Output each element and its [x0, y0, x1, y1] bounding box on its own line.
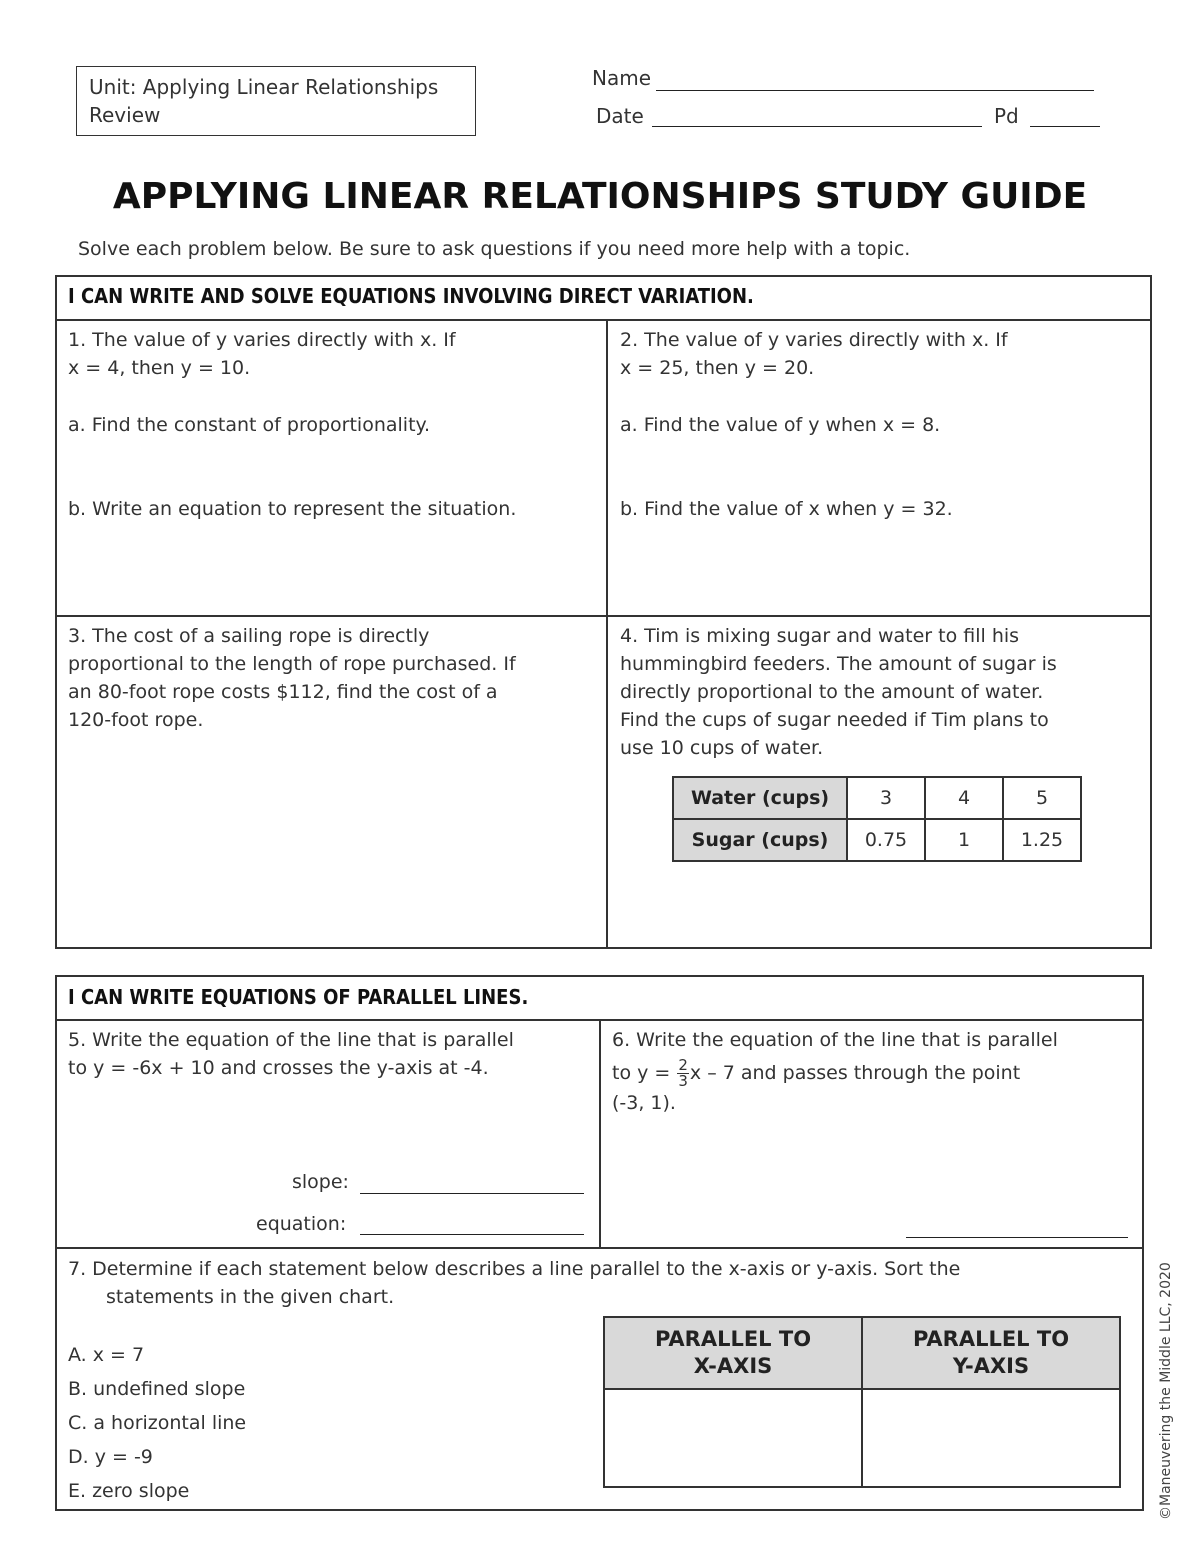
answer-line[interactable] [906, 1237, 1128, 1238]
water-sugar-table [672, 776, 1082, 862]
table-cell: 4 [925, 777, 1003, 819]
instructions: Solve each problem below. Be sure to ask questions if you need more help with a topic. [78, 238, 911, 260]
table-cell: 3 [847, 777, 925, 819]
x-axis-answer-cell[interactable] [604, 1389, 862, 1487]
column-header-x-axis [604, 1317, 862, 1389]
table-row [673, 777, 1081, 819]
table-cell: 0.75 [847, 819, 925, 861]
table-row [604, 1389, 1120, 1487]
unit-title: Unit: Applying Linear Relationships [89, 75, 439, 99]
problem-text [612, 1058, 1058, 1089]
divider [606, 319, 608, 949]
problem-text: proportional to the length of rope purchased. If [68, 653, 516, 675]
problem-text: use 10 cups of water. [620, 737, 824, 759]
header-text: PARALLEL TO [912, 1327, 1070, 1351]
equation-suffix: x – 7 and passes through the point [689, 1062, 1021, 1084]
list-item: E. zero slope [68, 1480, 190, 1502]
problem-text: 7. Determine if each statement below describes a line parallel to the x-axis or y-axis. Sort the [68, 1258, 961, 1280]
problem-text: (-3, 1). [612, 1092, 676, 1114]
statement-list [68, 1338, 246, 1508]
date-field[interactable] [652, 126, 982, 127]
fraction [677, 1058, 689, 1089]
problem-text: Find the cups of sugar needed if Tim plans to [620, 709, 1049, 731]
divider [55, 319, 1152, 321]
problem-text: 4. Tim is mixing sugar and water to fill his [620, 625, 1020, 647]
column-header-y-axis [862, 1317, 1120, 1389]
problem-2a: a. Find the value of y when x = 8. [620, 414, 941, 436]
list-item: A. x = 7 [68, 1344, 145, 1366]
divider [55, 615, 1152, 617]
page-title: APPLYING LINEAR RELATIONSHIPS STUDY GUIDE [112, 176, 1088, 217]
table-row [604, 1317, 1120, 1389]
fraction-numerator: 2 [678, 1056, 688, 1074]
fraction-denominator: 3 [678, 1072, 688, 1090]
table-row-label: Water (cups) [673, 777, 847, 819]
table-cell: 5 [1003, 777, 1081, 819]
problem-text: x = 4, then y = 10. [68, 357, 251, 379]
pd-field[interactable] [1030, 126, 1100, 127]
table-row [673, 819, 1081, 861]
table-cell: 1 [925, 819, 1003, 861]
problem-3 [68, 622, 516, 734]
problem-text: 5. Write the equation of the line that is parallel [68, 1029, 514, 1051]
divider [55, 1247, 1144, 1249]
unit-box [76, 66, 476, 136]
name-field[interactable] [656, 90, 1094, 91]
y-axis-answer-cell[interactable] [862, 1389, 1120, 1487]
problem-2b: b. Find the value of x when y = 32. [620, 498, 953, 520]
header-text: PARALLEL TO [654, 1327, 812, 1351]
problem-text: statements in the given chart. [106, 1286, 395, 1308]
problem-4 [620, 622, 1057, 762]
problem-1b: b. Write an equation to represent the situation. [68, 498, 517, 520]
problem-text: to y = -6x + 10 and crosses the y-axis at -4. [68, 1057, 489, 1079]
problem-text: hummingbird feeders. The amount of sugar is [620, 653, 1057, 675]
header-text: Y-AXIS [952, 1354, 1030, 1378]
list-item: B. undefined slope [68, 1378, 246, 1400]
problem-6 [612, 1026, 1058, 1117]
section2-heading: I CAN WRITE EQUATIONS OF PARALLEL LINES. [68, 985, 529, 1009]
list-item: C. a horizontal line [68, 1412, 247, 1434]
problem-1 [68, 326, 456, 382]
pd-label: Pd [994, 104, 1019, 128]
problem-text: 6. Write the equation of the line that is parallel [612, 1029, 1058, 1051]
slope-answer-line[interactable] [360, 1193, 584, 1194]
problem-text: 2. The value of y varies directly with x. If [620, 329, 1008, 351]
problem-text: an 80-foot rope costs $112, find the cost of a [68, 681, 498, 703]
unit-subtitle: Review [89, 103, 161, 127]
equation-label: equation: [256, 1213, 347, 1235]
section1-heading: I CAN WRITE AND SOLVE EQUATIONS INVOLVING DIRECT VARIATION. [68, 284, 754, 308]
date-label: Date [596, 104, 644, 128]
problem-text: 3. The cost of a sailing rope is directly [68, 625, 430, 647]
problem-text: 1. The value of y varies directly with x. If [68, 329, 456, 351]
problem-text: 120-foot rope. [68, 709, 204, 731]
copyright: ©Maneuvering the Middle LLC, 2020 [1158, 1262, 1174, 1520]
problem-text: x = 25, then y = 20. [620, 357, 815, 379]
equation-answer-line[interactable] [360, 1234, 584, 1235]
problem-text: directly proportional to the amount of water. [620, 681, 1044, 703]
problem-1a: a. Find the constant of proportionality. [68, 414, 431, 436]
header-text: X-AXIS [693, 1354, 773, 1378]
name-label: Name [592, 66, 652, 90]
divider [599, 1019, 601, 1247]
sort-chart [603, 1316, 1121, 1488]
problem-7 [68, 1255, 960, 1311]
problem-2 [620, 326, 1008, 382]
slope-label: slope: [292, 1171, 349, 1193]
list-item: D. y = -9 [68, 1446, 153, 1468]
problem-5 [68, 1026, 514, 1082]
table-row-label: Sugar (cups) [673, 819, 847, 861]
equation-prefix: to y = [612, 1062, 671, 1084]
table-cell: 1.25 [1003, 819, 1081, 861]
